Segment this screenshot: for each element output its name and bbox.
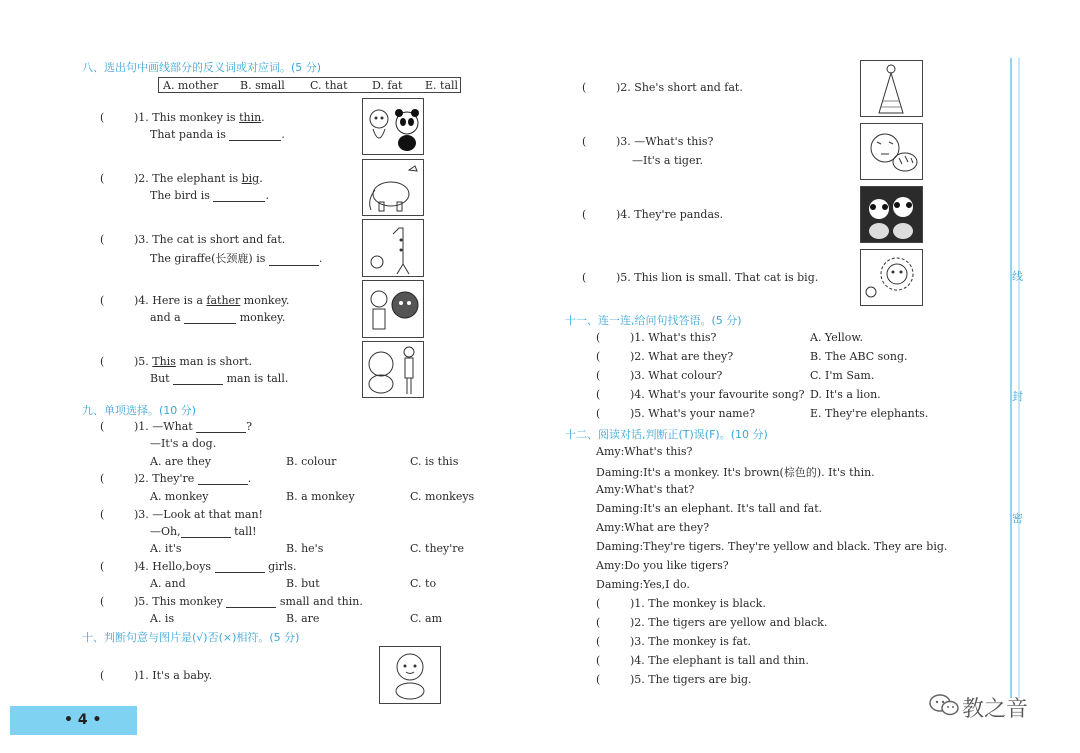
sec9-item4: ( )4. Hello,boys girls. bbox=[100, 560, 297, 573]
sec11-question-1: ( )1. What's this? bbox=[596, 331, 717, 344]
dialogue-line-6: Daming:They're tigers. They're yellow and black. They are big. bbox=[596, 540, 948, 553]
sec8-item2: ( )2. The elephant is big. bbox=[100, 172, 263, 185]
answer-blank[interactable] bbox=[196, 420, 246, 433]
sec12-statement-4: ( )4. The elephant is tall and thin. bbox=[596, 654, 809, 667]
answer-blank[interactable] bbox=[226, 595, 276, 608]
sec9-item2-opt-c: C. monkeys bbox=[410, 490, 475, 503]
lion-cat-picture bbox=[860, 249, 923, 306]
sec9-item2: ( )2. They're . bbox=[100, 472, 252, 485]
elephant-bird-picture bbox=[362, 159, 424, 216]
dialogue-line-5: Amy:What are they? bbox=[596, 521, 710, 534]
sec9-item5-opt-a: A. is bbox=[150, 612, 175, 625]
sec12-statement-3: ( )3. The monkey is fat. bbox=[596, 635, 751, 648]
tiger-picture bbox=[860, 123, 923, 180]
sec11-answer-d: D. It's a lion. bbox=[810, 388, 881, 401]
watermark-icon bbox=[928, 692, 960, 721]
sec11-question-5: ( )5. What's your name? bbox=[596, 407, 755, 420]
sec9-item2-opt-a: A. monkey bbox=[150, 490, 209, 503]
sec8-opt-a: A. mother bbox=[163, 79, 219, 92]
sec9-item3-opt-c: C. they're bbox=[410, 542, 465, 555]
sec8-opt-c: C. that bbox=[310, 79, 348, 92]
man-monkey-picture bbox=[362, 280, 424, 338]
sec9-item1-opt-a: A. are they bbox=[150, 455, 211, 468]
answer-blank[interactable] bbox=[229, 128, 281, 141]
sec8-item4-line2: and a monkey. bbox=[150, 311, 286, 324]
baby-picture bbox=[379, 646, 441, 704]
sec8-opt-d: D. fat bbox=[372, 79, 403, 92]
sec9-item1-reply: —It's a dog. bbox=[150, 437, 217, 450]
answer-blank[interactable] bbox=[213, 189, 265, 202]
dialogue-line-7: Amy:Do you like tigers? bbox=[596, 559, 729, 572]
sec8-title: 八、选出句中画线部分的反义词或对应词。(5 分) bbox=[82, 61, 322, 74]
sec11-answer-a: A. Yellow. bbox=[810, 331, 864, 344]
dialogue-line-1: Amy:What's this? bbox=[596, 445, 693, 458]
pandas-picture bbox=[860, 186, 923, 243]
sec10-item4: ( )4. They're pandas. bbox=[582, 208, 724, 221]
monkey-panda-picture bbox=[362, 98, 424, 155]
sec10-item3-reply: —It's a tiger. bbox=[632, 154, 704, 167]
sec12-statement-5: ( )5. The tigers are big. bbox=[596, 673, 752, 686]
woman-picture bbox=[860, 60, 923, 117]
sec9-item3-opt-a: A. it's bbox=[150, 542, 182, 555]
sec9-item2-opt-b: B. a monkey bbox=[286, 490, 355, 503]
sec9-item3-opt-b: B. he's bbox=[286, 542, 324, 555]
sec9-item3: ( )3. —Look at that man! bbox=[100, 508, 263, 521]
sec11-title: 十一、连一连,给问句找答语。(5 分) bbox=[565, 314, 742, 327]
sec10-item1: ( )1. It's a baby. bbox=[100, 669, 213, 682]
sec8-item2-line2: The bird is . bbox=[150, 189, 269, 202]
sec10-title: 十、判断句意与图片是(√)否(×)相符。(5 分) bbox=[82, 631, 300, 644]
watermark-text: 教之音 bbox=[962, 697, 1029, 722]
sec11-question-3: ( )3. What colour? bbox=[596, 369, 723, 382]
sec8-item4: ( )4. Here is a father monkey. bbox=[100, 294, 290, 307]
sec9-item1-opt-c: C. is this bbox=[410, 455, 459, 468]
sec12-statement-2: ( )2. The tigers are yellow and black. bbox=[596, 616, 828, 629]
page-number: • 4 • bbox=[64, 712, 102, 728]
sec8-opt-b: B. small bbox=[240, 79, 285, 92]
sec8-item5: ( )5. This man is short. bbox=[100, 355, 253, 368]
sec8-item1: ( )1. This monkey is thin. bbox=[100, 111, 265, 124]
sec8-item3: ( )3. The cat is short and fat. bbox=[100, 233, 286, 246]
answer-blank[interactable] bbox=[215, 560, 265, 573]
cat-giraffe-picture bbox=[362, 219, 424, 277]
dialogue-line-3: Amy:What's that? bbox=[596, 483, 695, 496]
sec10-item5: ( )5. This lion is small. That cat is big. bbox=[582, 271, 819, 284]
answer-blank[interactable] bbox=[181, 525, 231, 538]
sec9-item4-opt-c: C. to bbox=[410, 577, 437, 590]
sec9-item4-opt-a: A. and bbox=[150, 577, 186, 590]
margin-char-3: 密 bbox=[1012, 512, 1023, 525]
answer-blank[interactable] bbox=[269, 253, 319, 266]
sec9-item5-opt-c: C. am bbox=[410, 612, 443, 625]
sec12-statement-1: ( )1. The monkey is black. bbox=[596, 597, 766, 610]
sec9-item1-opt-b: B. colour bbox=[286, 455, 337, 468]
answer-blank[interactable] bbox=[173, 372, 223, 385]
sec9-item5: ( )5. This monkey small and thin. bbox=[100, 595, 363, 608]
sec8-item3-line2: The giraffe(长颈鹿) is . bbox=[150, 252, 323, 265]
sec9-item3-reply: —Oh, tall! bbox=[150, 525, 257, 538]
dialogue-line-4: Daming:It's an elephant. It's tall and fat. bbox=[596, 502, 823, 515]
sec8-item5-line2: But man is tall. bbox=[150, 372, 289, 385]
sec11-answer-e: E. They're elephants. bbox=[810, 407, 929, 420]
sec11-question-4: ( )4. What's your favourite song? bbox=[596, 388, 805, 401]
sec8-item1-line2: That panda is . bbox=[150, 128, 285, 141]
dialogue-line-2: Daming:It's a monkey. It's brown(棕色的). It's thin. bbox=[596, 466, 875, 479]
sec10-item3: ( )3. —What's this? bbox=[582, 135, 714, 148]
sec9-item4-opt-b: B. but bbox=[286, 577, 320, 590]
margin-char-2: 封 bbox=[1012, 390, 1023, 403]
sec11-answer-b: B. The ABC song. bbox=[810, 350, 908, 363]
sec9-item5-opt-b: B. are bbox=[286, 612, 320, 625]
short-tall-men-picture bbox=[362, 341, 424, 398]
sec10-item2: ( )2. She's short and fat. bbox=[582, 81, 743, 94]
answer-blank[interactable] bbox=[184, 311, 236, 324]
sec11-question-2: ( )2. What are they? bbox=[596, 350, 734, 363]
dialogue-line-8: Daming:Yes,I do. bbox=[596, 578, 690, 591]
sec11-answer-c: C. I'm Sam. bbox=[810, 369, 875, 382]
answer-blank[interactable] bbox=[198, 472, 248, 485]
binding-margin bbox=[1008, 58, 1022, 698]
sec9-item1: ( )1. —What ? bbox=[100, 420, 253, 433]
sec8-opt-e: E. tall bbox=[425, 79, 459, 92]
sec12-title: 十二、阅读对话,判断正(T)误(F)。(10 分) bbox=[565, 428, 768, 441]
margin-char-1: 线 bbox=[1012, 270, 1023, 283]
sec9-title: 九、单项选择。(10 分) bbox=[82, 404, 197, 417]
